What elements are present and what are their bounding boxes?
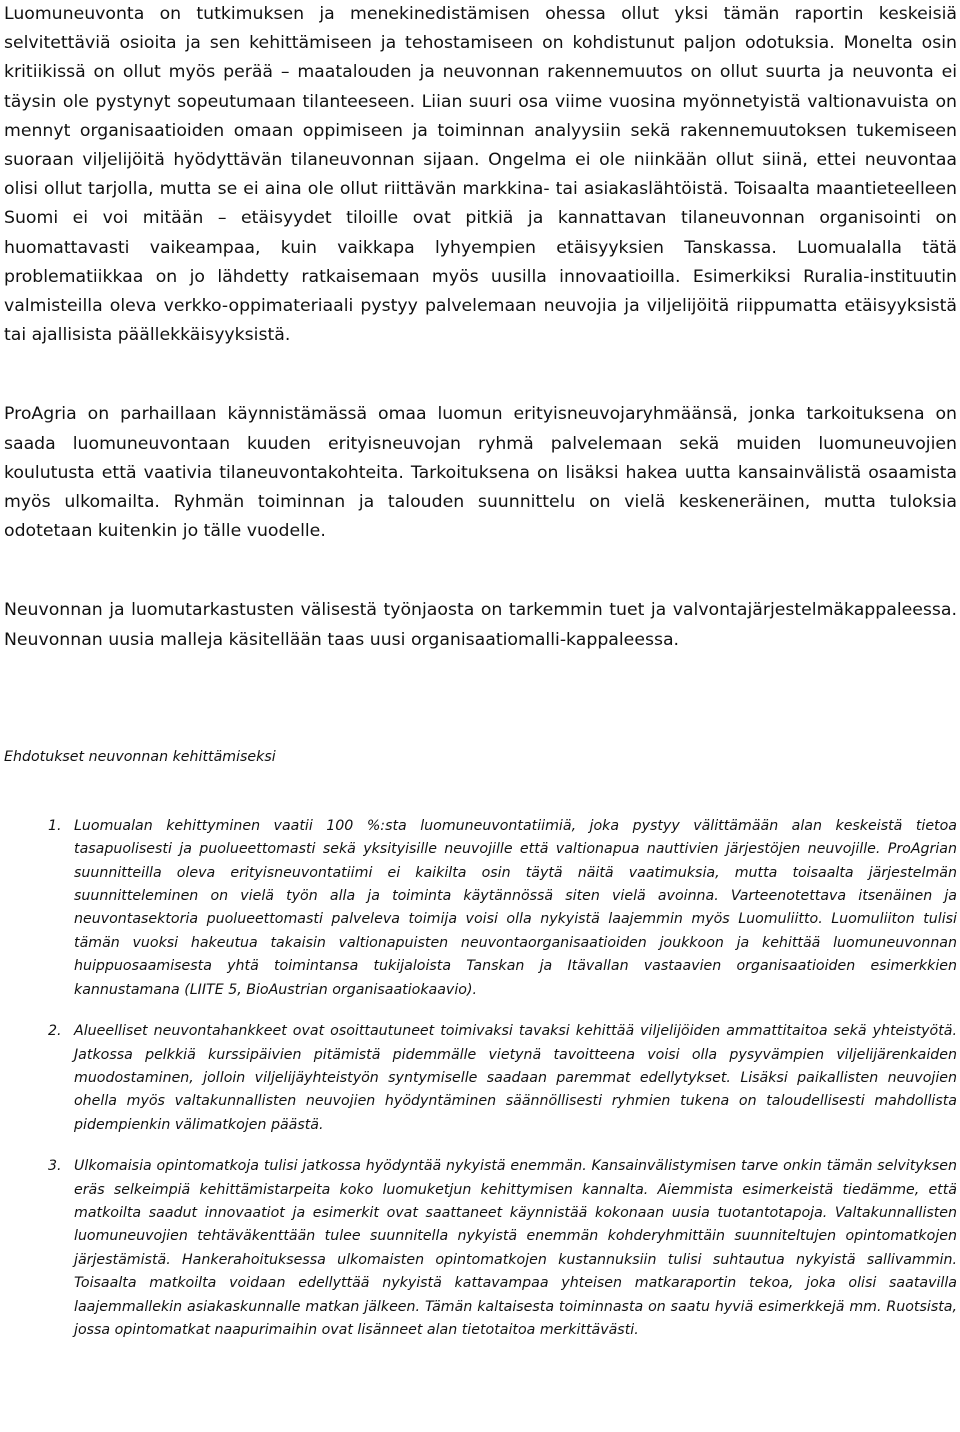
list-item-text: Luomualan kehittyminen vaatii 100 %:sta luomuneuvontatiimiä, joka pystyy välittämään alan keskeistä tietoa tasapuolisesti ja puolueettomasti sekä yksityisille neuvojille että valtionapua nauttivien järjestöjen neuvojille. ProAgrian suunnitteilla oleva erityisneuvontatiimi ei kaikilta osin täytä näitä vaatimuksia, mutta toisaalta järjestelmän suunnitteleminen on vielä työn alla ja toiminta käytännössä siten vielä avoinna. Varteenotettava itsenäinen ja neuvontasektoria puolueettomasti palveleva toimija voisi olla nykyistä laajemmin myös Luomuliitto. Luomuliiton tulisi tämän vuoksi hakeutua takaisin valtionapuisten neuvontaorganisaatioiden joukkoon ja kehittää luomuneuvonnan huippuosaamisesta yhtä toimintansa tukijaloista Tanskan ja Itävallan vastaavien organisaatioiden esimerkkien kannustamana (LIITE 5, BioAustrian organisaatiokaavio).	[74, 817, 957, 998]
list-item	[4, 815, 957, 1002]
list-item-number: 3.	[48, 1158, 62, 1175]
list-item-number: 1.	[48, 817, 62, 834]
list-item-number: 2.	[48, 1023, 62, 1040]
intro-paragraph: Luomuneuvonta on tutkimuksen ja menekinedistämisen ohessa ollut yksi tämän raportin keskeisiä selvitettäviä osioita ja sen kehittämiseen ja tehostamiseen on kohdistunut paljon odotuksia. Monelta osin kritiikissä on ollut myös perää – maatalouden ja neuvonnan rakennemuutos on ollut suurta ja neuvonta ei täysin ole pystynyt sopeutumaan tilanteeseen. Liian suuri osa viime vuosina myönnetyistä valtionavuista on mennyt organisaatioiden omaan oppimiseen ja toiminnan analyysiin sekä rakennemuutoksen tukemiseen suoraan viljelijöitä hyödyttävän tilaneuvonnan sijaan. Ongelma ei ole niinkään ollut siinä, ettei neuvontaa olisi ollut tarjolla, mutta se ei aina ole ollut riittävän markkina- tai asiakaslähtöistä. Toisaalta maantieteelleen Suomi ei voi mitään – etäisyydet tiloille ovat pitkiä ja kannattavan tilaneuvonnan organisointi on huomattavasti vaikeampaa, kuin vaikkapa lyhyempien etäisyyksien Tanskassa. Luomualalla tätä problematiikkaa on jo lähdetty ratkaisemaan myös uusilla innovaatioilla. Esimerkiksi Ruralia-instituutin valmisteilla oleva verkko-oppimateriaali pystyy palvelemaan neuvojia ja viljelijöitä riippumatta etäisyyksistä tai ajallisista päällekkäisyyksistä.	[4, 4, 957, 346]
list-item-text: Ulkomaisia opintomatkoja tulisi jatkossa hyödyntää nykyistä enemmän. Kansainvälistymisen tarve onkin tämän selvityksen eräs selkeimpiä kehittämistarpeita koko luomuketjun kehittymisen kannalta. Aiemmista esimerkeistä tiedämme, että matkoilta saadut innovaatiot ja esimerkit ovat saattaneet käynnistää kokonaan uusia tuotantotapoja. Valtakunnallisten luomuneuvojien tehtäväkenttään tulee suunnitella nykyistä enemmän kohderyhmittäin suunniteltujen opintomatkojen järjestämistä. Hankerahoituksessa ulkomaisten opintomatkojen kustannuksiin tulisi suhtautua nykyistä sallivammin. Toisaalta matkoilta voidaan edellyttää nykyistä kattavampaa yhteisen matkaraportin tekoa, joka olisi saatavilla laajemmallekin asiakaskunnalle matkan jälkeen. Tämän kaltaisesta toiminnasta on saatu hyviä esimerkkejä mm. Ruotsista, jossa opintomatkat naapurimaihin ovat lisänneet alan tietotaitoa merkittävästi.	[74, 1158, 957, 1338]
suggestions-list	[4, 815, 957, 1343]
proagria-paragraph: ProAgria on parhaillaan käynnistämässä omaa luomun erityisneuvojaryhmäänsä, jonka tarkoituksena on saada luomuneuvontaan kuuden erityisneuvojan ryhmä palvelemaan sekä muiden luomuneuvojien koulutusta että vaativia tilaneuvontakohteita. Tarkoituksena on lisäksi hakea uutta kansainvälistä osaamista myös ulkomailta. Ryhmän toiminnan ja talouden suunnittelu on vielä keskeneräinen, mutta tuloksia odotetaan kuitenkin jo tälle vuodelle.	[4, 404, 957, 542]
list-item-text: Alueelliset neuvontahankkeet ovat osoittautuneet toimivaksi tavaksi kehittää viljelijöiden ammattitaitoa sekä yhteistyötä. Jatkossa pelkkiä kurssipäivien pitämistä pidemmälle vietynä tavoitteena voisi olla pysyvämpien viljelijärenkaiden muodostaminen, jolloin viljelijäyhteistyön syntymiselle saadaan paremmat edellytykset. Lisäksi paikallisten neuvojien ohella myös valtakunnallisten neuvojien hyödyntäminen säännöllisesti ryhmien tukena on taloudellisesti mahdollista pidempienkin välimatkojen päästä.	[74, 1023, 957, 1133]
list-item	[4, 1020, 957, 1137]
suggestions-heading: Ehdotukset neuvonnan kehittämiseksi	[4, 748, 276, 765]
division-of-work-paragraph: Neuvonnan ja luomutarkastusten välisestä työnjaosta on tarkemmin tuet ja valvontajärjestelmäkappaleessa. Neuvonnan uusia malleja käsitellään taas uusi organisaatiomalli-kappaleessa.	[4, 600, 957, 650]
list-item	[4, 1155, 957, 1342]
